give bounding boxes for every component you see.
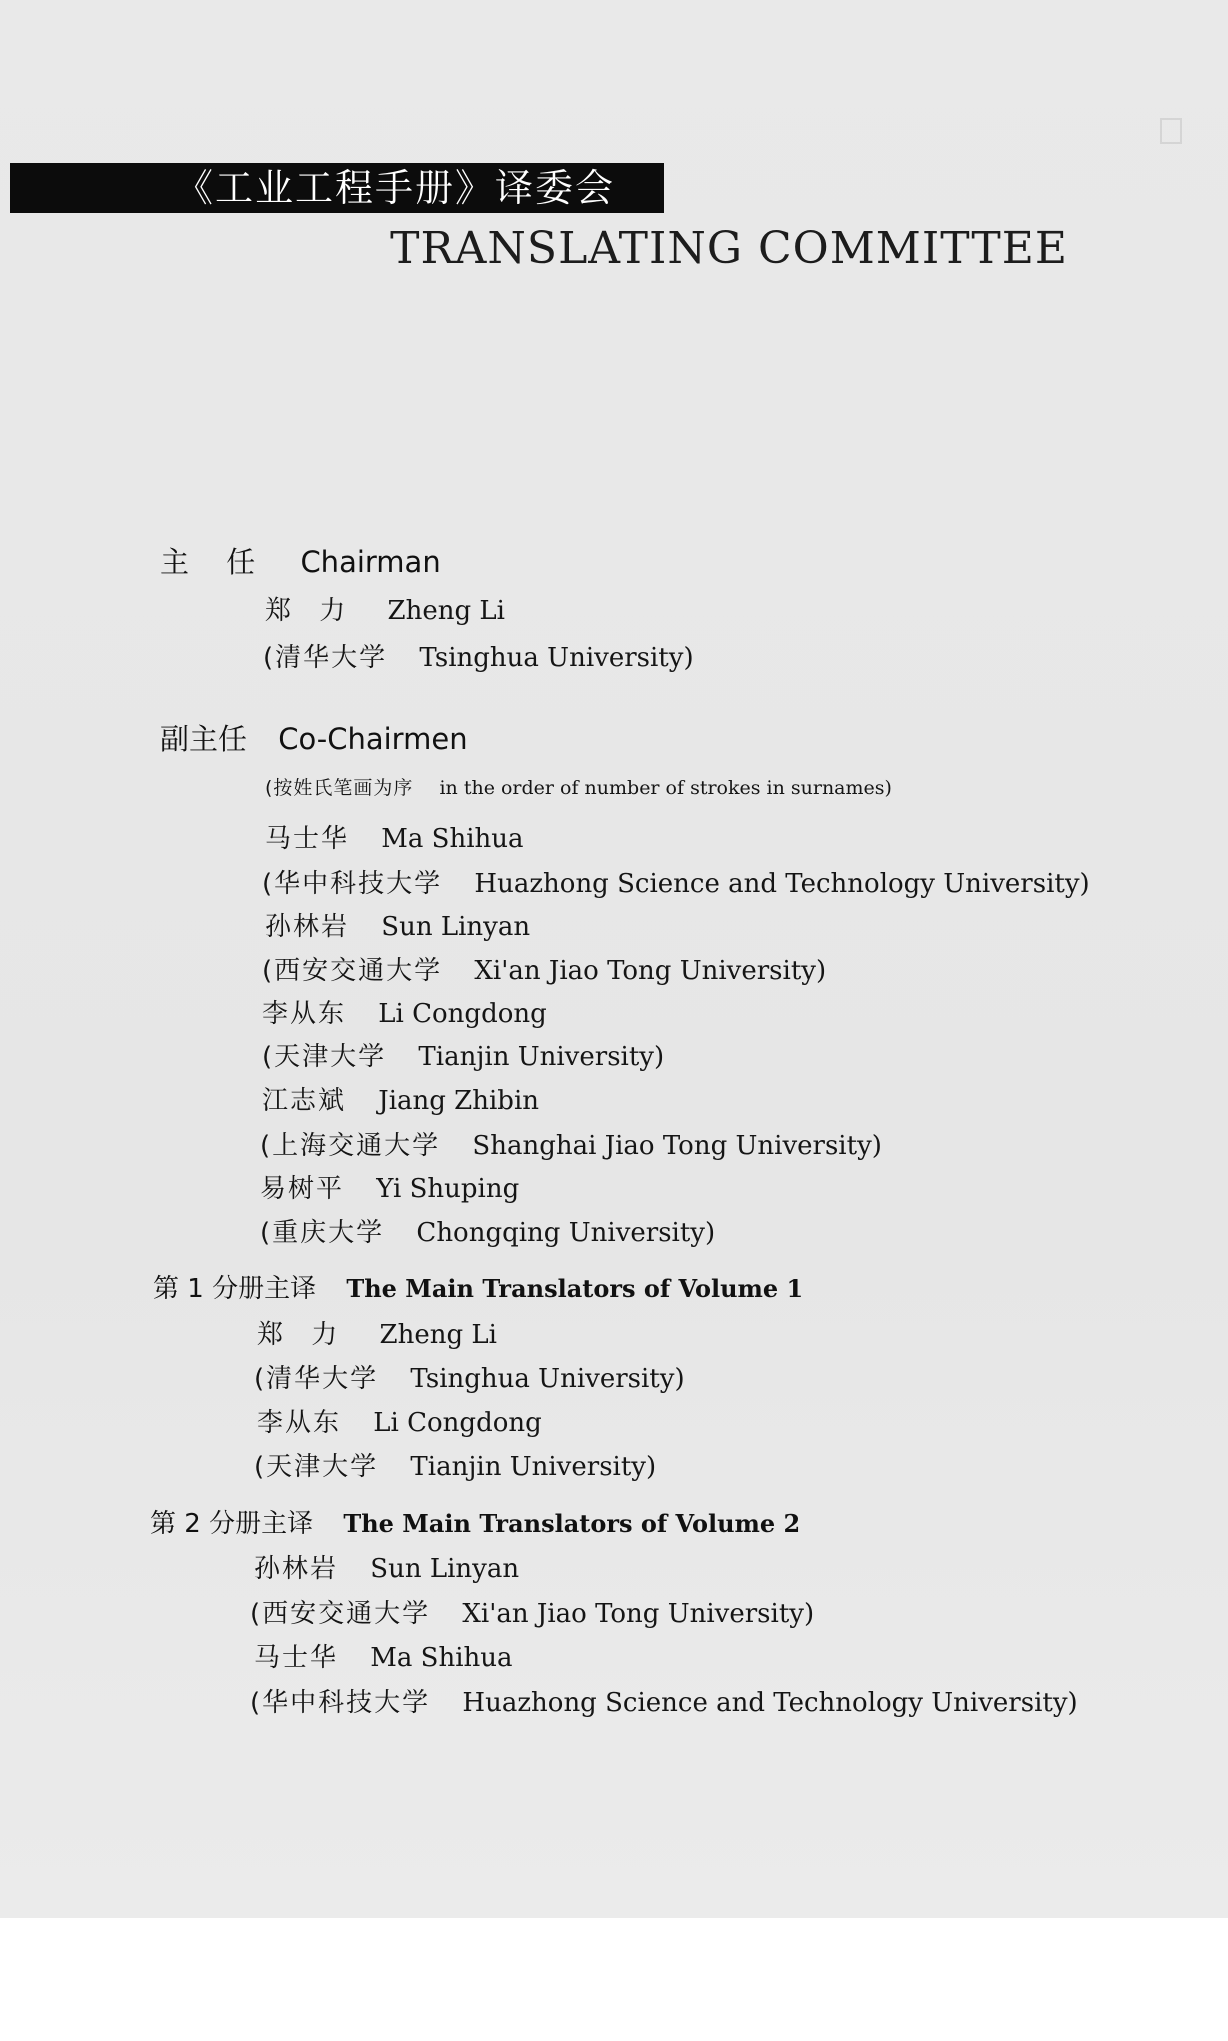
- co-chairman-affil-en: Huazhong Science and Technology University): [474, 869, 1090, 899]
- chairman-affil-en: Tsinghua University): [419, 643, 694, 673]
- co-chairman-name-en: Ma Shihua: [381, 824, 524, 854]
- co-chairman-affil-line: [262, 950, 826, 987]
- volume1-translator-line: [257, 1402, 542, 1439]
- co-chairman-name-cn: 马士华: [265, 824, 350, 854]
- co-chairman-name-en: Jiang Zhibin: [378, 1086, 540, 1116]
- volume1-affil-en: Tsinghua University): [410, 1364, 685, 1394]
- co-chairman-affil-en: Xi'an Jiao Tong University): [474, 956, 827, 986]
- co-chairman-name-cn: 孙林岩: [265, 912, 350, 942]
- volume1-label-en: The Main Translators of Volume 1: [346, 1274, 804, 1303]
- banner-title: 《工业工程手册》译委会: [175, 166, 616, 210]
- volume1-affil-line: [254, 1446, 656, 1483]
- co-chairmen-section-label: [160, 717, 468, 758]
- co-chairman-name-en: Sun Linyan: [381, 912, 531, 942]
- volume1-affil-cn: (清华大学: [254, 1364, 379, 1394]
- co-chairman-line: [262, 1080, 539, 1117]
- volume1-affil-cn: (天津大学: [254, 1452, 379, 1482]
- volume2-label-en: The Main Translators of Volume 2: [343, 1509, 801, 1538]
- co-chairman-affil-en: Chongqing University): [416, 1218, 716, 1248]
- co-chairman-affil-cn: (重庆大学: [260, 1218, 385, 1248]
- chairman-label-en: Chairman: [300, 545, 441, 579]
- volume1-affil-en: Tianjin University): [410, 1452, 657, 1482]
- volume1-translator-line: [257, 1314, 497, 1351]
- volume2-affil-en: Huazhong Science and Technology University): [462, 1688, 1078, 1718]
- co-chairman-line: [262, 993, 547, 1030]
- co-chairman-affil-en: Tianjin University): [418, 1042, 665, 1072]
- co-chairman-affil-cn: (西安交通大学: [262, 956, 443, 986]
- co-chairman-line: [265, 818, 524, 855]
- co-chairman-name-cn: 江志斌: [262, 1086, 347, 1116]
- co-chairmen-label-en: Co-Chairmen: [278, 722, 468, 756]
- chairman-name-cn: 郑 力: [265, 596, 356, 626]
- co-chairman-name-en: Yi Shuping: [376, 1174, 520, 1204]
- bleed-through-mark: [1160, 118, 1182, 144]
- scan-bottom-margin: [0, 1918, 1228, 2041]
- co-chairman-affil-en: Shanghai Jiao Tong University): [472, 1131, 882, 1161]
- volume1-name-en: Zheng Li: [379, 1320, 497, 1350]
- co-chairman-affil-cn: (上海交通大学: [260, 1131, 441, 1161]
- chairman-affil-cn: (清华大学: [263, 643, 388, 673]
- chairman-name-en: Zheng Li: [387, 596, 505, 626]
- volume2-section-label: [150, 1503, 800, 1540]
- chairman-label-cn: 主 任: [160, 545, 270, 579]
- chairman-affiliation-line: [263, 637, 694, 674]
- volume2-name-en: Ma Shihua: [370, 1643, 513, 1673]
- volume1-name-cn: 李从东: [257, 1408, 342, 1438]
- volume2-translator-line: [254, 1637, 513, 1674]
- volume2-translator-line: [254, 1548, 519, 1585]
- volume2-affil-line: [250, 1593, 814, 1630]
- volume2-name-cn: 孙林岩: [254, 1554, 339, 1584]
- co-chairman-affil-line: [260, 1125, 882, 1162]
- volume2-name-cn: 马士华: [254, 1643, 339, 1673]
- chairman-section-label: [160, 540, 441, 581]
- volume1-affil-line: [254, 1358, 685, 1395]
- volume1-section-label: [153, 1268, 803, 1305]
- co-chairman-affil-cn: (华中科技大学: [262, 869, 443, 899]
- order-note-cn: (按姓氏笔画为序: [265, 777, 414, 799]
- volume2-affil-cn: (华中科技大学: [250, 1688, 431, 1718]
- chairman-name-line: [265, 590, 505, 627]
- order-note-en: in the order of number of strokes in surnames): [439, 777, 892, 799]
- volume2-affil-cn: (西安交通大学: [250, 1599, 431, 1629]
- volume2-name-en: Sun Linyan: [370, 1554, 520, 1584]
- committee-subtitle: TRANSLATING COMMITTEE: [390, 223, 1068, 274]
- co-chairman-name-cn: 易树平: [260, 1174, 345, 1204]
- co-chairmen-label-cn: 副主任: [160, 722, 248, 756]
- co-chairmen-order-note: [265, 773, 892, 800]
- co-chairman-affil-cn: (天津大学: [262, 1042, 387, 1072]
- co-chairman-line: [265, 906, 530, 943]
- volume2-affil-line: [250, 1682, 1078, 1719]
- co-chairman-name-en: Li Congdong: [378, 999, 547, 1029]
- volume1-name-cn: 郑 力: [257, 1320, 348, 1350]
- co-chairman-affil-line: [260, 1212, 715, 1249]
- co-chairman-affil-line: [262, 1036, 664, 1073]
- volume2-affil-en: Xi'an Jiao Tong University): [462, 1599, 815, 1629]
- volume1-name-en: Li Congdong: [373, 1408, 542, 1438]
- co-chairman-line: [260, 1168, 519, 1205]
- co-chairman-affil-line: [262, 863, 1090, 900]
- co-chairman-name-cn: 李从东: [262, 999, 347, 1029]
- committee-banner: [10, 163, 664, 213]
- volume1-label-cn: 第 1 分册主译: [153, 1274, 317, 1304]
- volume2-label-cn: 第 2 分册主译: [150, 1509, 314, 1539]
